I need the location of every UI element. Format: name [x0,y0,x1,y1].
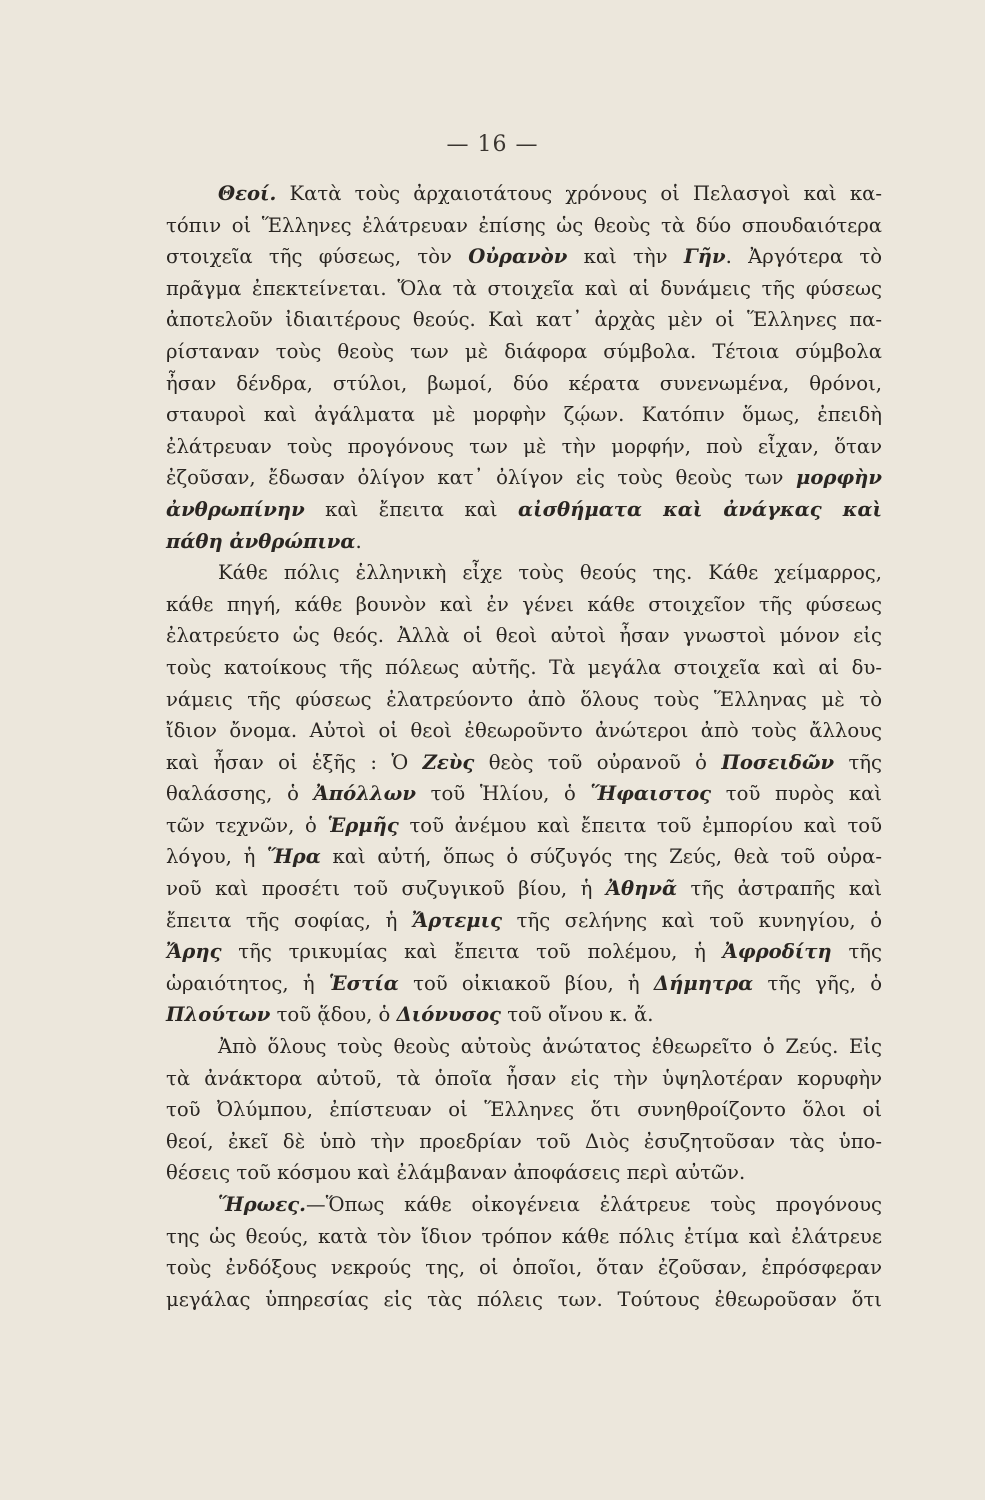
text-line: Πλούτων τοῦ ᾅδου, ὁ Διόνυσος τοῦ οἴνου κ. ἄ. [166,1003,654,1027]
text-line: ἐζοῦσαν, ἔδωσαν ὀλίγον κατ᾽ ὀλίγον εἰς τοὺς θεοὺς των μορφὴν [166,466,882,490]
god-pluton: Πλούτων [166,1003,271,1027]
god-hestia: Ἑστία [328,971,399,995]
paragraph-heroes [166,1189,882,1315]
text-line: πρᾶγμα ἐπεκτείνεται. Ὅλα τὰ στοιχεῖα καὶ αἱ δυνάμεις τῆς φύσεως [166,276,882,300]
text-line: Θεοί. Κατὰ τοὺς ἀρχαιοτάτους χρόνους οἱ Πελασγοὶ καὶ κα- [218,182,882,205]
paragraph-gods [166,178,882,557]
god-apollon: Ἀπόλλων [313,782,416,806]
god-dionysos: Διόνυσος [396,1003,501,1027]
text-line: ἔπειτα τῆς σοφίας, ἡ Ἄρτεμις τῆς σελήνης καὶ τοῦ κυνηγίου, ὁ [166,908,882,932]
god-hermes: Ἑρμῆς [327,813,399,837]
god-ares: Ἄρης [166,940,222,964]
god-demeter: Δήμητρα [653,971,754,995]
text-line: καὶ ἦσαν οἱ ἑξῆς : Ὁ Ζεὺς θεὸς τοῦ οὐρανοῦ ὁ Ποσειδῶν τῆς [166,750,883,774]
text-line: ἀνθρωπίνην καὶ ἔπειτα καὶ αἰσθήματα καὶ ἀνάγκας καὶ [166,497,882,521]
text-line: τῶν τεχνῶν, ὁ Ἑρμῆς τοῦ ἀνέμου καὶ ἔπειτα τοῦ ἐμπορίου καὶ τοῦ [166,813,882,837]
text-line: Ἥρωες.—Ὅπως κάθε οἰκογένεια ἐλάτρευε τοὺς προγόνους [218,1193,882,1216]
text-line: κάθε πηγή, κάθε βουνὸν καὶ ἐν γένει κάθε στοιχεῖον τῆς φύσεως [166,592,882,616]
text-line: ἴδιον ὄνομα. Αὐτοὶ οἱ θεοὶ ἐθεωροῦντο ἀνώτεροι ἀπὸ τοὺς ἄλλους [166,719,882,743]
paragraph-olympus [166,1031,882,1189]
page-number: — 16 — [446,132,539,157]
text-line: θέσεις τοῦ κόσμου καὶ ἐλάμβαναν ἀποφάσεις περὶ αὐτῶν. [166,1161,746,1185]
text-line: ρίσταναν τοὺς θεοὺς των μὲ διάφορα σύμβολα. Τέτοια σύμβολα [166,339,882,363]
text-line: νοῦ καὶ προσέτι τοῦ συζυγικοῦ βίου, ἡ Ἀθηνᾶ τῆς ἀστραπῆς καὶ [166,877,883,901]
text-line: τοὺς κατοίκους τῆς πόλεως αὐτῆς. Τὰ μεγάλα στοιχεῖα καὶ αἱ δυ- [166,655,882,679]
text-line: Ἀπὸ ὅλους τοὺς θεοὺς αὐτοὺς ἀνώτατος ἐθεωρεῖτο ὁ Ζεύς. Εἰς [218,1035,882,1059]
text-line: ὡραιότητος, ἡ Ἑστία τοῦ οἰκιακοῦ βίου, ἡ Δήμητρα τῆς γῆς, ὁ [166,971,882,995]
text-line: ἀποτελοῦν ἰδιαιτέρους θεούς. Καὶ κατ᾽ ἀρχὰς μὲν οἱ Ἕλληνες πα- [166,308,882,332]
god-aphrodite: Ἀφροδίτη [722,940,832,964]
text-line: τὰ ἀνάκτορα αὐτοῦ, τὰ ὁποῖα ἦσαν εἰς τὴν ὑψηλοτέραν κορυφὴν [166,1066,882,1090]
god-artemis: Ἄρτεμις [411,908,503,932]
god-zeus: Ζεὺς [422,750,475,774]
text-line: τοὺς ἐνδόξους νεκρούς της, οἱ ὁποῖοι, ὅταν ἐζοῦσαν, ἐπρόσφεραν [166,1256,882,1280]
text-line: θεοί, ἐκεῖ δὲ ὑπὸ τὴν προεδρίαν τοῦ Διὸς ἐσυζητοῦσαν τὰς ὑπο- [166,1129,882,1153]
god-poseidon: Ποσειδῶν [721,750,835,774]
text-line: νάμεις τῆς φύσεως ἐλατρεύοντο ἀπὸ ὅλους τοὺς Ἕλληνας μὲ τὸ [166,687,882,711]
section-heading-heroes: Ἥρωες. [218,1193,306,1216]
text-line: Ἄρης τῆς τρικυμίας καὶ ἔπειτα τοῦ πολέμου, ἡ Ἀφροδίτη τῆς [166,940,883,964]
god-hera: Ἥρα [267,845,321,869]
text-line: τοῦ Ὀλύμπου, ἐπίστευαν οἱ Ἕλληνες ὅτι συνηθροίζοντο ὅλοι οἱ [166,1098,882,1122]
body-text [166,178,882,1315]
paragraph-city-gods [166,557,882,1031]
text-line: Κάθε πόλις ἑλληνικὴ εἶχε τοὺς θεούς της. Κάθε χείμαρρος, [218,561,882,585]
text-line: μεγάλας ὑπηρεσίας εἰς τὰς πόλεις των. Τούτους ἐθεωροῦσαν ὅτι [166,1287,882,1311]
text-line: πάθη ἀνθρώπινα. [166,529,362,553]
text-line: τόπιν οἱ Ἕλληνες ἐλάτρευαν ἐπίσης ὡς θεοὺς τὰ δύο σπουδαιότερα [166,213,882,237]
section-heading-gods: Θεοί. [218,182,277,205]
god-athena: Ἀθηνᾶ [605,877,678,901]
text-line: ἐλατρεύετο ὡς θεός. Ἀλλὰ οἱ θεοὶ αὐτοὶ ἦσαν γνωστοὶ μόνον εἰς [166,624,882,648]
text-line: ἐλάτρευαν τοὺς προγόνους των μὲ τὴν μορφήν, ποὺ εἶχαν, ὅταν [166,434,882,458]
god-hephaistos: Ἥφαιστος [590,782,712,806]
text-line: ἦσαν δένδρα, στύλοι, βωμοί, δύο κέρατα συνενωμένα, θρόνοι, [166,371,882,395]
text-line: λόγου, ἡ Ἥρα καὶ αὐτή, ὅπως ὁ σύζυγός της Ζεύς, θεὰ τοῦ οὐρα- [166,845,882,869]
text-line: θαλάσσης, ὁ Ἀπόλλων τοῦ Ἡλίου, ὁ Ἥφαιστος τοῦ πυρὸς καὶ [166,782,882,806]
text-line: της ὡς θεούς, κατὰ τὸν ἴδιον τρόπον κάθε πόλις ἐτίμα καὶ ἐλάτρευε [166,1224,882,1248]
text-line: στοιχεῖα τῆς φύσεως, τὸν Οὐρανὸν καὶ τὴν Γῆν. Ἀργότερα τὸ [166,245,882,269]
text-line: σταυροὶ καὶ ἀγάλματα μὲ μορφὴν ζῴων. Κατόπιν ὅμως, ἐπειδὴ [166,403,882,427]
